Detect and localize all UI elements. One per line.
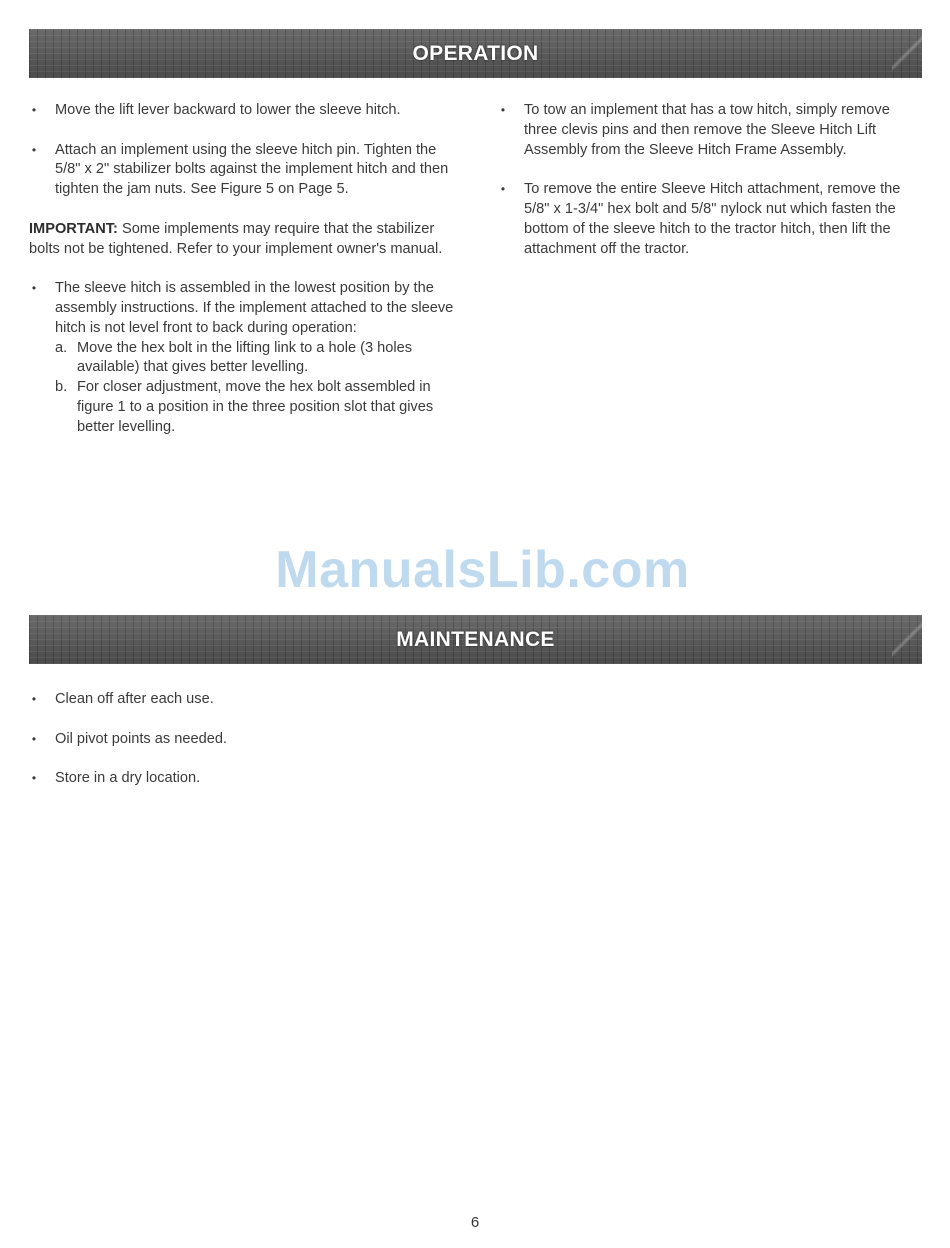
watermark: ManualsLib.com (275, 541, 690, 599)
list-item (29, 769, 629, 789)
operation-title: OPERATION (412, 41, 539, 65)
list-item (498, 101, 926, 160)
bullet-text: Move the lift lever backward to lower the sleeve hitch. (55, 102, 401, 118)
bullet-text: To tow an implement that has a tow hitch, simply remove three clevis pins and then remove the Sleeve Hitch Lift Assembly from the Sleeve Hitch Frame Assembly. (524, 102, 890, 158)
important-text: Some implements may require that the stabilizer bolts not be tightened. Refer to your implement owner's manual. (29, 220, 443, 257)
bullet-text: Attach an implement using the sleeve hitch pin. Tighten the 5/8" x 2" stabilizer bolts against the implement hitch and then tighten the jam nuts. See Figure 5 on Page 5. (55, 141, 449, 198)
page-number: 6 (470, 1214, 480, 1231)
sub-step-text: Move the hex bolt in the lifting link to a hole (3 holes available) that gives better levelling. (77, 339, 413, 376)
bullet-icon: • (31, 771, 37, 786)
list-item (29, 141, 459, 200)
list-item (29, 101, 459, 121)
sub-step-marker: b. (55, 379, 68, 396)
bullet-icon: • (31, 281, 37, 296)
maintenance-section-header (29, 615, 922, 664)
operation-right-column (498, 101, 926, 279)
important-note (29, 220, 459, 260)
list-item (29, 690, 629, 710)
sub-step-b (55, 378, 459, 437)
list-item (498, 180, 926, 259)
bullet-text: Store in a dry location. (55, 770, 201, 787)
maintenance-list (29, 690, 629, 809)
operation-section-header (29, 29, 922, 78)
bullet-text: The sleeve hitch is assembled in the lowest position by the assembly instructions. If the implement attached to the sleeve hitch is not level front to back during operation: (55, 280, 454, 336)
sub-step-text: For closer adjustment, move the hex bolt assembled in figure 1 to a position in the three position slot that gives better levelling. (77, 379, 434, 435)
bullet-icon: • (500, 182, 506, 197)
bullet-text: To remove the entire Sleeve Hitch attachment, remove the 5/8" x 1-3/4" hex bolt and 5/8" nylock nut which fasten the bottom of the sleeve hitch to the tractor hitch, then lift the attachment off the tractor. (524, 181, 901, 257)
bullet-icon: • (31, 142, 37, 157)
sub-step-a (55, 339, 459, 379)
bullet-text: Clean off after each use. (55, 691, 214, 707)
bullet-icon: • (31, 103, 37, 117)
list-item (29, 279, 459, 437)
important-label: IMPORTANT: (29, 220, 118, 237)
maintenance-title: MAINTENANCE (396, 627, 555, 651)
bullet-text: Oil pivot points as needed. (55, 730, 227, 747)
bullet-icon: • (31, 731, 37, 746)
bullet-icon: • (500, 103, 506, 117)
sub-step-marker: a. (55, 339, 68, 356)
operation-left-column (29, 101, 459, 457)
bullet-icon: • (31, 692, 37, 706)
sub-steps (55, 339, 459, 438)
list-item (29, 730, 629, 750)
